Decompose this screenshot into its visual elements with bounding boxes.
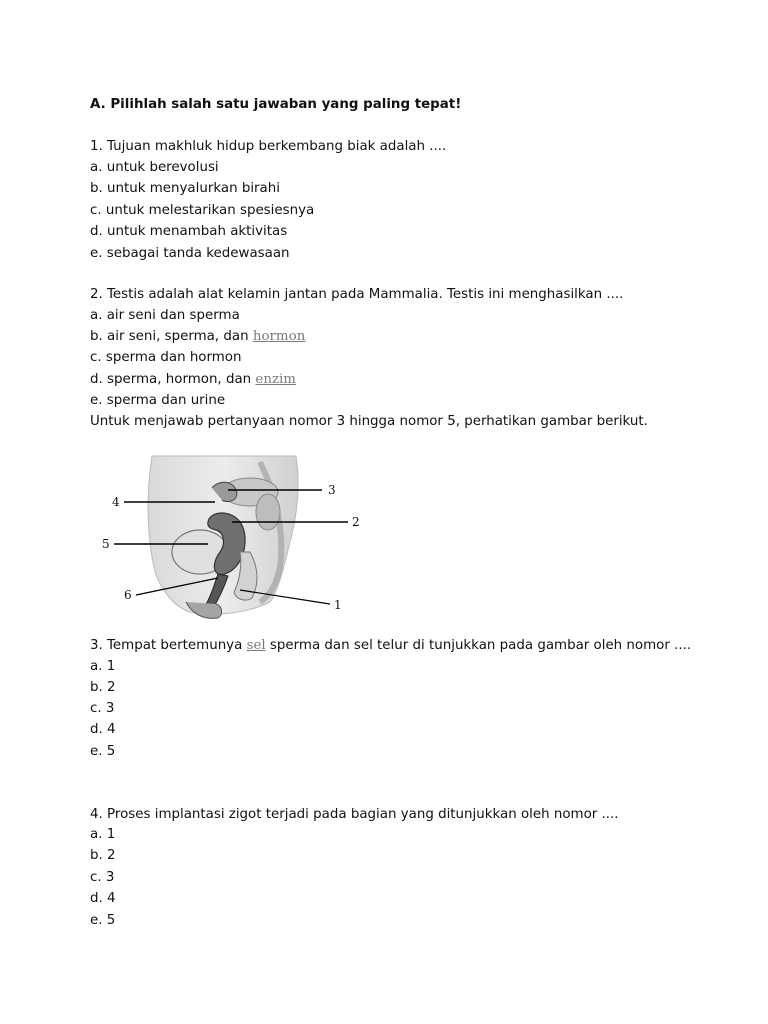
label-4: 4 [112, 495, 120, 509]
q2-option-b-text: b. air seni, sperma, dan [90, 329, 253, 344]
section-title: A. Pilihlah salah satu jawaban yang paling tepat! [90, 97, 462, 112]
label-3: 3 [328, 483, 336, 497]
q1-option-a: a. untuk berevolusi [90, 160, 219, 175]
q3-option-b: b. 2 [90, 680, 116, 695]
q2-option-a: a. air seni dan sperma [90, 308, 240, 323]
label-5: 5 [102, 537, 110, 551]
reproductive-diagram [100, 452, 360, 630]
q3-text-suffix: sperma dan sel telur di tunjukkan pada gambar oleh nomor .... [265, 638, 692, 653]
instruction-text: Untuk menjawab pertanyaan nomor 3 hingga nomor 5, perhatikan gambar berikut. [90, 414, 648, 429]
q1-option-e: e. sebagai tanda kedewasaan [90, 246, 290, 261]
q3-option-c: c. 3 [90, 701, 115, 716]
q3-option-e: e. 5 [90, 744, 116, 759]
q4-option-d: d. 4 [90, 891, 116, 906]
question-3 [90, 637, 691, 655]
q4-option-a: a. 1 [90, 827, 116, 842]
label-1: 1 [334, 598, 342, 612]
question-2: 2. Testis adalah alat kelamin jantan pada Mammalia. Testis ini menghasilkan .... [90, 287, 624, 302]
enzim-link[interactable]: enzim [255, 372, 296, 387]
question-1: 1. Tujuan makhluk hidup berkembang biak adalah .... [90, 139, 447, 154]
sel-link[interactable]: sel [246, 638, 266, 653]
question-4: 4. Proses implantasi zigot terjadi pada bagian yang ditunjukkan oleh nomor .... [90, 807, 619, 822]
q3-option-d: d. 4 [90, 722, 116, 737]
q4-option-c: c. 3 [90, 870, 115, 885]
q2-option-d [90, 371, 296, 389]
q4-option-e: e. 5 [90, 913, 116, 928]
q2-option-d-text: d. sperma, hormon, dan [90, 372, 256, 387]
q2-option-b [90, 328, 305, 346]
q3-text-prefix: 3. Tempat bertemunya [90, 638, 247, 653]
q4-option-b: b. 2 [90, 848, 116, 863]
hormon-link[interactable]: hormon [252, 329, 306, 344]
q1-option-d: d. untuk menambah aktivitas [90, 224, 288, 239]
q2-option-e: e. sperma dan urine [90, 393, 226, 408]
label-6: 6 [124, 588, 132, 602]
q3-option-a: a. 1 [90, 659, 116, 674]
q1-option-b: b. untuk menyalurkan birahi [90, 181, 280, 196]
label-2: 2 [352, 515, 360, 529]
q2-option-c: c. sperma dan hormon [90, 350, 242, 365]
reproductive-system-figure [100, 452, 360, 630]
external-shape [186, 602, 222, 618]
q1-option-c: c. untuk melestarikan spesiesnya [90, 203, 315, 218]
intestine-shape-2 [256, 494, 280, 530]
